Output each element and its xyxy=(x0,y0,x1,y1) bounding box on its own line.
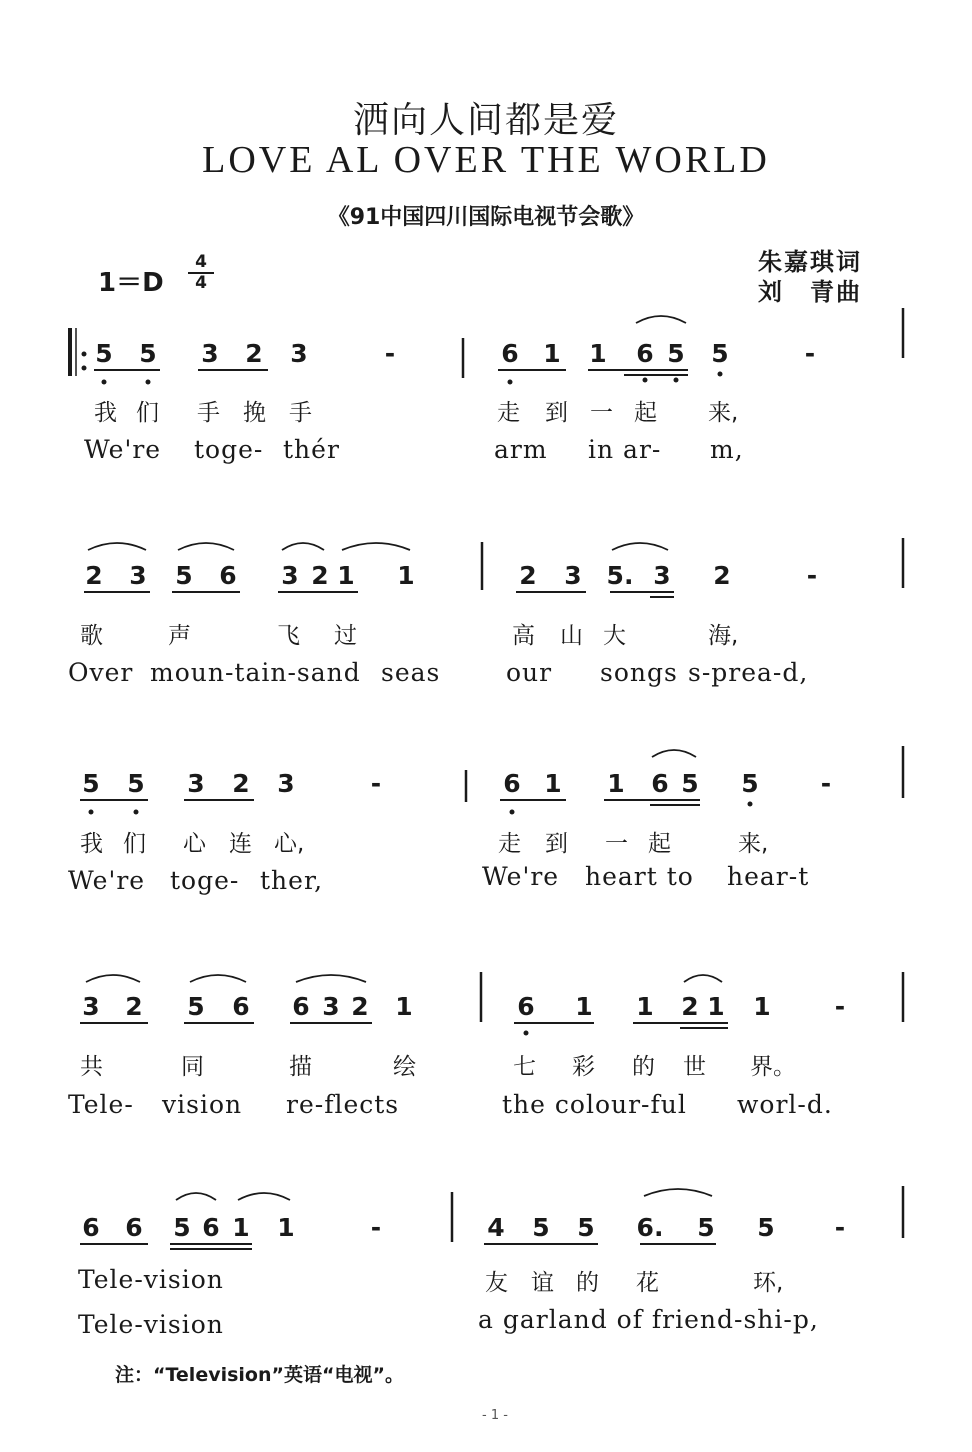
lyric-cn: 共 xyxy=(80,1054,103,1080)
song-title-chinese: 洒向人间都是爱 xyxy=(352,100,619,141)
note-numeral: 5 xyxy=(697,1213,715,1242)
lyric-cn: 来, xyxy=(708,400,739,426)
lyric-cn: 到 xyxy=(545,400,568,426)
note-numeral: 2 xyxy=(85,561,103,590)
lyric-cn: 七 xyxy=(513,1054,536,1080)
note-numeral: - xyxy=(820,769,832,798)
lyric-cn: 我 xyxy=(80,831,103,857)
lyric-en: ther, xyxy=(260,866,324,895)
note-numeral: 1 xyxy=(589,339,607,368)
lyric-cn: 来, xyxy=(738,831,769,857)
lyric-en: Tele-vision xyxy=(78,1265,224,1294)
lyric-cn: 环, xyxy=(753,1270,784,1296)
lyric-cn: 友 xyxy=(485,1270,508,1296)
note-numeral: 5 xyxy=(741,769,759,798)
lyric-cn: 高 xyxy=(512,623,535,649)
lyric-cn: 同 xyxy=(181,1054,204,1080)
note-numeral: 5 xyxy=(95,339,113,368)
lyric-cn: 飞 xyxy=(277,623,300,649)
lyric-cn: 起 xyxy=(648,831,671,857)
note-numeral: 1 xyxy=(395,992,413,1021)
lyric-cn: 声 xyxy=(168,623,191,649)
lyric-en: songs xyxy=(600,658,678,687)
octave-dot xyxy=(748,802,753,807)
note-numeral: 3 xyxy=(653,561,671,590)
note-numeral: 3 xyxy=(82,992,100,1021)
octave-dot xyxy=(643,378,648,383)
time-signature-top: 4 xyxy=(195,252,207,272)
note-numeral: 5. xyxy=(606,561,634,590)
time-signature-bottom: 4 xyxy=(195,273,207,293)
lyric-cn: 山 xyxy=(560,623,583,649)
lyric-en: We're xyxy=(84,435,162,464)
octave-dot xyxy=(524,1031,529,1036)
lyric-cn: 心, xyxy=(274,831,305,857)
footnote: 注：“Television”英语“电视”。 xyxy=(115,1364,404,1386)
note-numeral: - xyxy=(834,1213,846,1242)
note-numeral: 6 xyxy=(232,992,250,1021)
note-numeral: 3 xyxy=(322,992,340,1021)
lyric-cn: 绘 xyxy=(393,1054,416,1080)
page-number: - 1 - xyxy=(482,1408,508,1423)
lyric-en: We're xyxy=(68,866,146,895)
lyric-en: arm xyxy=(494,435,548,464)
octave-dot xyxy=(718,372,723,377)
slur-arc xyxy=(612,543,668,550)
note-numeral: 6 xyxy=(219,561,237,590)
lyric-en: hear-t xyxy=(727,862,810,891)
repeat-dot xyxy=(82,352,87,357)
lyric-en: our xyxy=(506,658,553,687)
lyric-cn: 花 xyxy=(636,1270,659,1296)
lyric-cn: 世 xyxy=(683,1054,706,1080)
lyric-cn: 过 xyxy=(334,623,357,649)
slur-arc xyxy=(238,1193,290,1200)
slur-arc xyxy=(636,316,686,323)
octave-dot xyxy=(134,810,139,815)
octave-dot xyxy=(146,380,151,385)
note-numeral: 5 xyxy=(757,1213,775,1242)
lyric-en: toge- xyxy=(170,866,240,895)
note-numeral: 5 xyxy=(187,992,205,1021)
slur-arc xyxy=(88,543,146,550)
lyric-cn: 起 xyxy=(634,400,657,426)
note-numeral: 1 xyxy=(543,339,561,368)
note-numeral: 3 xyxy=(129,561,147,590)
lyric-cn: 的 xyxy=(576,1270,599,1296)
octave-dot xyxy=(510,810,515,815)
lyric-cn: 一 xyxy=(605,831,628,857)
octave-dot xyxy=(674,378,679,383)
slur-arc xyxy=(644,1189,712,1196)
note-numeral: 5 xyxy=(532,1213,550,1242)
lyric-cn: 的 xyxy=(632,1054,655,1080)
lyric-cn: 海, xyxy=(708,623,739,649)
lyric-en: a garland of friend-shi-p, xyxy=(478,1305,819,1334)
note-numeral: 3 xyxy=(564,561,582,590)
note-numeral: - xyxy=(370,1213,382,1242)
lyric-cn: 大 xyxy=(603,623,626,649)
lyricist-credit: 朱嘉琪词 xyxy=(758,248,862,276)
note-numeral: 5 xyxy=(577,1213,595,1242)
lyric-cn: 手 xyxy=(197,400,220,426)
key-signature: 1＝D xyxy=(98,268,164,298)
note-numeral: 5 xyxy=(82,769,100,798)
note-numeral: 6 xyxy=(517,992,535,1021)
slur-arc xyxy=(178,543,234,550)
octave-dot xyxy=(89,810,94,815)
note-numeral: 5 xyxy=(175,561,193,590)
note-numeral: 5 xyxy=(127,769,145,798)
note-numeral: 3 xyxy=(290,339,308,368)
note-numeral: - xyxy=(804,339,816,368)
song-title-english: LOVE AL OVER THE WORLD xyxy=(202,139,770,181)
lyric-en: toge- xyxy=(194,435,264,464)
note-numeral: 2 xyxy=(519,561,537,590)
note-numeral: 5 xyxy=(711,339,729,368)
note-numeral: 3 xyxy=(187,769,205,798)
note-numeral: 6 xyxy=(125,1213,143,1242)
lyric-cn: 我 xyxy=(94,400,117,426)
lyric-cn: 到 xyxy=(545,831,568,857)
note-numeral: 5 xyxy=(681,769,699,798)
lyric-cn: 彩 xyxy=(572,1054,595,1080)
slur-arc xyxy=(652,750,696,757)
note-numeral: 2 xyxy=(125,992,143,1021)
lyric-en: thér xyxy=(283,435,340,464)
note-numeral: 1 xyxy=(544,769,562,798)
lyric-cn: 挽 xyxy=(243,400,266,426)
slur-arc xyxy=(282,543,324,550)
note-numeral: 3 xyxy=(277,769,295,798)
lyric-cn: 们 xyxy=(136,400,159,426)
note-numeral: 6 xyxy=(636,339,654,368)
note-numeral: 1 xyxy=(707,992,725,1021)
lyric-cn: 手 xyxy=(289,400,312,426)
slur-arc xyxy=(190,975,246,982)
lyric-cn: 歌 xyxy=(80,623,103,649)
octave-dot xyxy=(508,380,513,385)
note-numeral: 1 xyxy=(277,1213,295,1242)
note-numeral: 1 xyxy=(397,561,415,590)
lyric-en: re-flects xyxy=(286,1090,400,1119)
note-numeral: - xyxy=(384,339,396,368)
lyric-en: moun-tain-sand xyxy=(150,658,361,687)
song-subtitle: 《91中国四川国际电视节会歌》 xyxy=(327,205,645,230)
note-numeral: 4 xyxy=(487,1213,505,1242)
lyric-cn: 谊 xyxy=(531,1270,554,1296)
lyric-cn: 一 xyxy=(590,400,613,426)
note-numeral: 6 xyxy=(202,1213,220,1242)
lyric-en: the colour-ful xyxy=(502,1090,687,1119)
composer-credit: 刘 青曲 xyxy=(758,278,862,306)
note-numeral: - xyxy=(806,561,818,590)
note-numeral: 1 xyxy=(607,769,625,798)
note-numeral: 2 xyxy=(713,561,731,590)
lyric-en: We're xyxy=(482,862,560,891)
note-numeral: 5 xyxy=(139,339,157,368)
octave-dot xyxy=(102,380,107,385)
note-numeral: 3 xyxy=(201,339,219,368)
repeat-dot xyxy=(82,366,87,371)
note-numeral: 6 xyxy=(503,769,521,798)
slur-arc xyxy=(86,975,140,982)
note-numeral: 6. xyxy=(636,1213,664,1242)
note-numeral: 2 xyxy=(311,561,329,590)
lyric-cn: 界。 xyxy=(750,1054,796,1080)
note-numeral: 2 xyxy=(681,992,699,1021)
note-numeral: 3 xyxy=(281,561,299,590)
lyric-en: in ar- xyxy=(588,435,662,464)
note-numeral: - xyxy=(834,992,846,1021)
note-numeral: 5 xyxy=(173,1213,191,1242)
lyric-en: seas xyxy=(381,658,441,687)
note-numeral: - xyxy=(370,769,382,798)
lyric-en: vision xyxy=(162,1090,243,1119)
note-numeral: 6 xyxy=(501,339,519,368)
lyric-en: Over xyxy=(68,658,134,687)
note-numeral: 2 xyxy=(232,769,250,798)
lyric-en: heart to xyxy=(585,862,694,891)
lyric-cn: 连 xyxy=(229,831,252,857)
lyric-cn: 心 xyxy=(183,831,206,857)
lyric-cn: 走 xyxy=(497,400,520,426)
note-numeral: 1 xyxy=(753,992,771,1021)
note-numeral: 6 xyxy=(292,992,310,1021)
lyric-cn: 描 xyxy=(289,1054,312,1080)
note-numeral: 1 xyxy=(232,1213,250,1242)
slur-arc xyxy=(684,975,722,982)
lyric-en: s-prea-d, xyxy=(688,658,809,687)
note-numeral: 5 xyxy=(667,339,685,368)
note-numeral: 1 xyxy=(575,992,593,1021)
note-numeral: 1 xyxy=(337,561,355,590)
lyric-cn: 们 xyxy=(123,831,146,857)
note-numeral: 2 xyxy=(351,992,369,1021)
slur-arc xyxy=(176,1193,216,1200)
slur-arc xyxy=(296,975,366,982)
note-numeral: 6 xyxy=(82,1213,100,1242)
slur-arc xyxy=(342,543,410,550)
note-numeral: 2 xyxy=(245,339,263,368)
lyric-en: Tele-vision xyxy=(78,1310,224,1339)
lyric-en: m, xyxy=(710,435,744,464)
lyric-en: Tele- xyxy=(68,1090,134,1119)
note-numeral: 1 xyxy=(636,992,654,1021)
note-numeral: 6 xyxy=(651,769,669,798)
lyric-en: worl-d. xyxy=(737,1090,833,1119)
lyric-cn: 走 xyxy=(498,831,521,857)
